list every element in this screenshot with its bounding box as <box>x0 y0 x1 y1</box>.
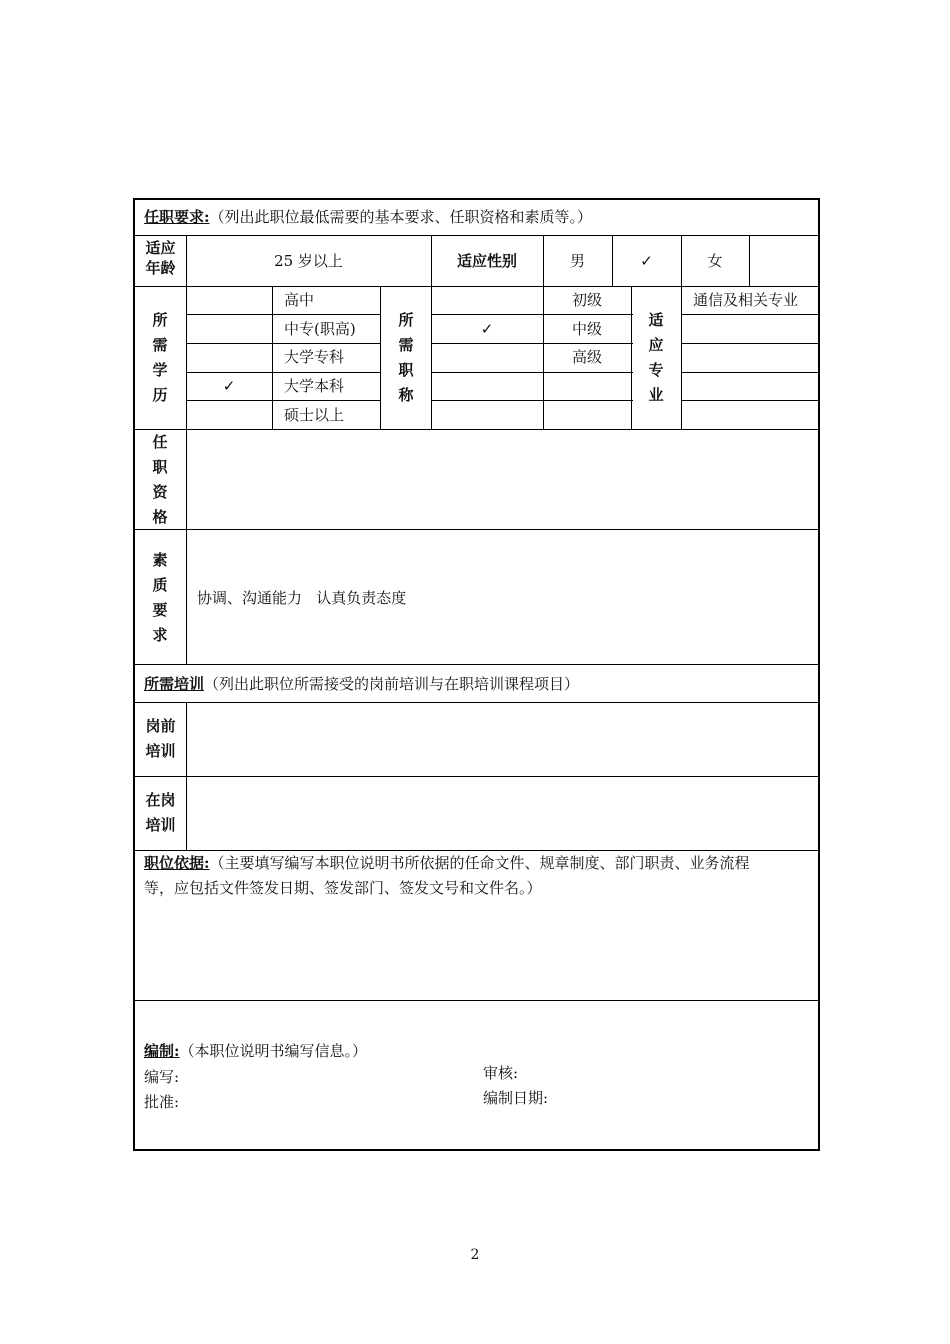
on-job-training-label: 在岗 培训 <box>145 791 176 834</box>
compile-date-label: 编制日期: <box>483 1089 549 1107</box>
major-row-divider <box>681 343 818 344</box>
basis-note: 等，应包括文件签发日期、签发部门、签发文号和文件名。） <box>144 879 542 897</box>
row-divider <box>135 850 818 851</box>
col-divider <box>749 235 750 286</box>
major-value: 通信及相关专业 <box>693 291 799 309</box>
row-divider <box>135 702 818 703</box>
title-label: 所 需 职 称 <box>398 311 414 404</box>
reviewer-label: 审核: <box>483 1064 519 1082</box>
edu-level: 中专(职高) <box>284 320 356 338</box>
col-divider <box>186 702 187 850</box>
quality-value: 协调、沟通能力 认真负责态度 <box>197 589 407 607</box>
major-label: 适 应 专 业 <box>648 311 664 404</box>
title-level: 初级 <box>571 291 602 309</box>
major-row-divider <box>681 372 818 373</box>
row-divider <box>135 664 818 665</box>
training-heading: 所需培训（列出此职位所需接受的岗前培训与在职培训课程项目） <box>144 675 580 693</box>
edu-check: ✓ <box>222 377 236 395</box>
quality-label: 素 质 要 求 <box>152 551 168 644</box>
page-number: 2 <box>470 1247 480 1263</box>
major-row-divider <box>681 314 818 315</box>
qualification-label: 任 职 资 格 <box>152 433 168 526</box>
title-row-divider <box>431 314 633 315</box>
row-divider <box>135 286 818 287</box>
edu-level: 高中 <box>284 291 315 309</box>
edu-level: 硕士以上 <box>284 406 345 424</box>
gender-male-check: ✓ <box>640 252 653 270</box>
gender-female: 女 <box>707 252 723 270</box>
col-divider <box>272 286 273 429</box>
gender-label: 适应性别 <box>456 252 517 270</box>
requirements-heading: 任职要求:（列出此职位最低需要的基本要求、任职资格和素质等。） <box>144 208 593 226</box>
edu-row-divider <box>186 314 381 315</box>
title-check: ✓ <box>480 320 494 338</box>
edu-level: 大学专科 <box>284 348 345 366</box>
edu-row-divider <box>186 343 381 344</box>
major-row-divider <box>681 400 818 401</box>
edu-level: 大学本科 <box>284 377 345 395</box>
col-divider <box>186 529 187 664</box>
title-level: 中级 <box>571 320 602 338</box>
age-value: 25 岁以上 <box>274 252 343 270</box>
job-description-form <box>133 198 820 1151</box>
title-row-divider <box>431 343 633 344</box>
row-divider <box>135 235 818 236</box>
approver-label: 批准: <box>144 1093 180 1111</box>
row-divider <box>135 429 818 430</box>
age-label: 适应 年龄 <box>145 239 176 277</box>
edu-row-divider <box>186 372 381 373</box>
row-divider <box>135 529 818 530</box>
title-row-divider <box>431 400 633 401</box>
pre-job-training-label: 岗前 培训 <box>145 717 176 760</box>
compile-heading: 编制:（本职位说明书编写信息。） <box>144 1042 368 1060</box>
gender-male: 男 <box>569 252 585 270</box>
writer-label: 编写: <box>144 1068 180 1086</box>
title-level: 高级 <box>571 348 602 366</box>
basis-heading: 职位依据:（主要填写编写本职位说明书所依据的任命文件、规章制度、部门职责、业务流程 <box>144 854 750 872</box>
education-label: 所 需 学 历 <box>152 311 168 404</box>
title-row-divider <box>431 372 633 373</box>
row-divider <box>135 776 818 777</box>
edu-row-divider <box>186 400 381 401</box>
row-divider <box>135 1000 818 1001</box>
